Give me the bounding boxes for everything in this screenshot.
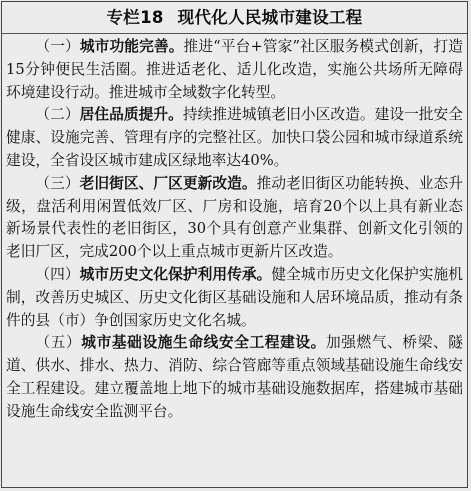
column-label: 专栏18: [106, 8, 164, 27]
section-5-heading: 城市基础设施生命线安全工程建设。: [81, 334, 326, 352]
column-content: [6, 36, 463, 424]
section-4: [6, 264, 463, 332]
section-1: [6, 36, 463, 104]
section-1-text: 推进“平台+管家”社区服务模式创新，打造15分钟便民生活圈。推进适老化、适儿化改造，实施公共场所无障碍环境建设行动。推进城市全域数字化转型。: [6, 38, 463, 101]
section-1-number: （一）: [35, 38, 80, 55]
column-box: [1, 1, 468, 488]
section-4-text: 健全城市历史文化保护实施机制，改善历史城区、历史文化街区基础设施和人居环境品质，推动有条件的县（市）争创国家历史文化名城。: [6, 265, 463, 329]
section-3-heading: 老旧街区、厂区更新改造。: [79, 174, 257, 192]
section-2-number: （二）: [35, 106, 80, 124]
section-4-heading: 城市历史文化保护利用传承。: [79, 265, 272, 283]
column-title: [2, 2, 467, 31]
section-2-text: 持续推进城镇老旧小区改造。建设一批安全健康、设施完善、管理有序的完整社区。加快口袋公园和城市绿道系统建设，全省设区城市建成区绿地率达40%。: [6, 106, 463, 169]
section-2-heading: 居住品质提升。: [79, 106, 183, 124]
section-5: [6, 332, 463, 423]
column-title-text: 现代化人民城市建设工程: [177, 8, 363, 27]
section-3: [6, 173, 463, 264]
section-2: [6, 104, 463, 172]
section-3-number: （三）: [35, 174, 80, 192]
title-divider: [2, 33, 467, 34]
section-5-number: （五）: [35, 334, 82, 352]
section-3-text: 推动老旧街区功能转换、业态升级，盘活利用闲置低效厂区、厂房和设施，培育20个以上具有新业态新场景代表性的老旧街区，30个具有创意产业集群、创新文化引领的老旧厂区，完成200个以上重点城市更新片区改造。: [6, 174, 463, 261]
section-1-heading: 城市功能完善。: [79, 38, 184, 55]
section-5-text: 加强燃气、桥梁、隧道、供水、排水、热力、消防、综合管廊等重点领域基础设施生命线安全工程建设。建立覆盖地上地下的城市基础设施数据库，搭建城市基础设施生命线安全监测平台。: [6, 334, 463, 420]
section-4-number: （四）: [35, 265, 80, 283]
